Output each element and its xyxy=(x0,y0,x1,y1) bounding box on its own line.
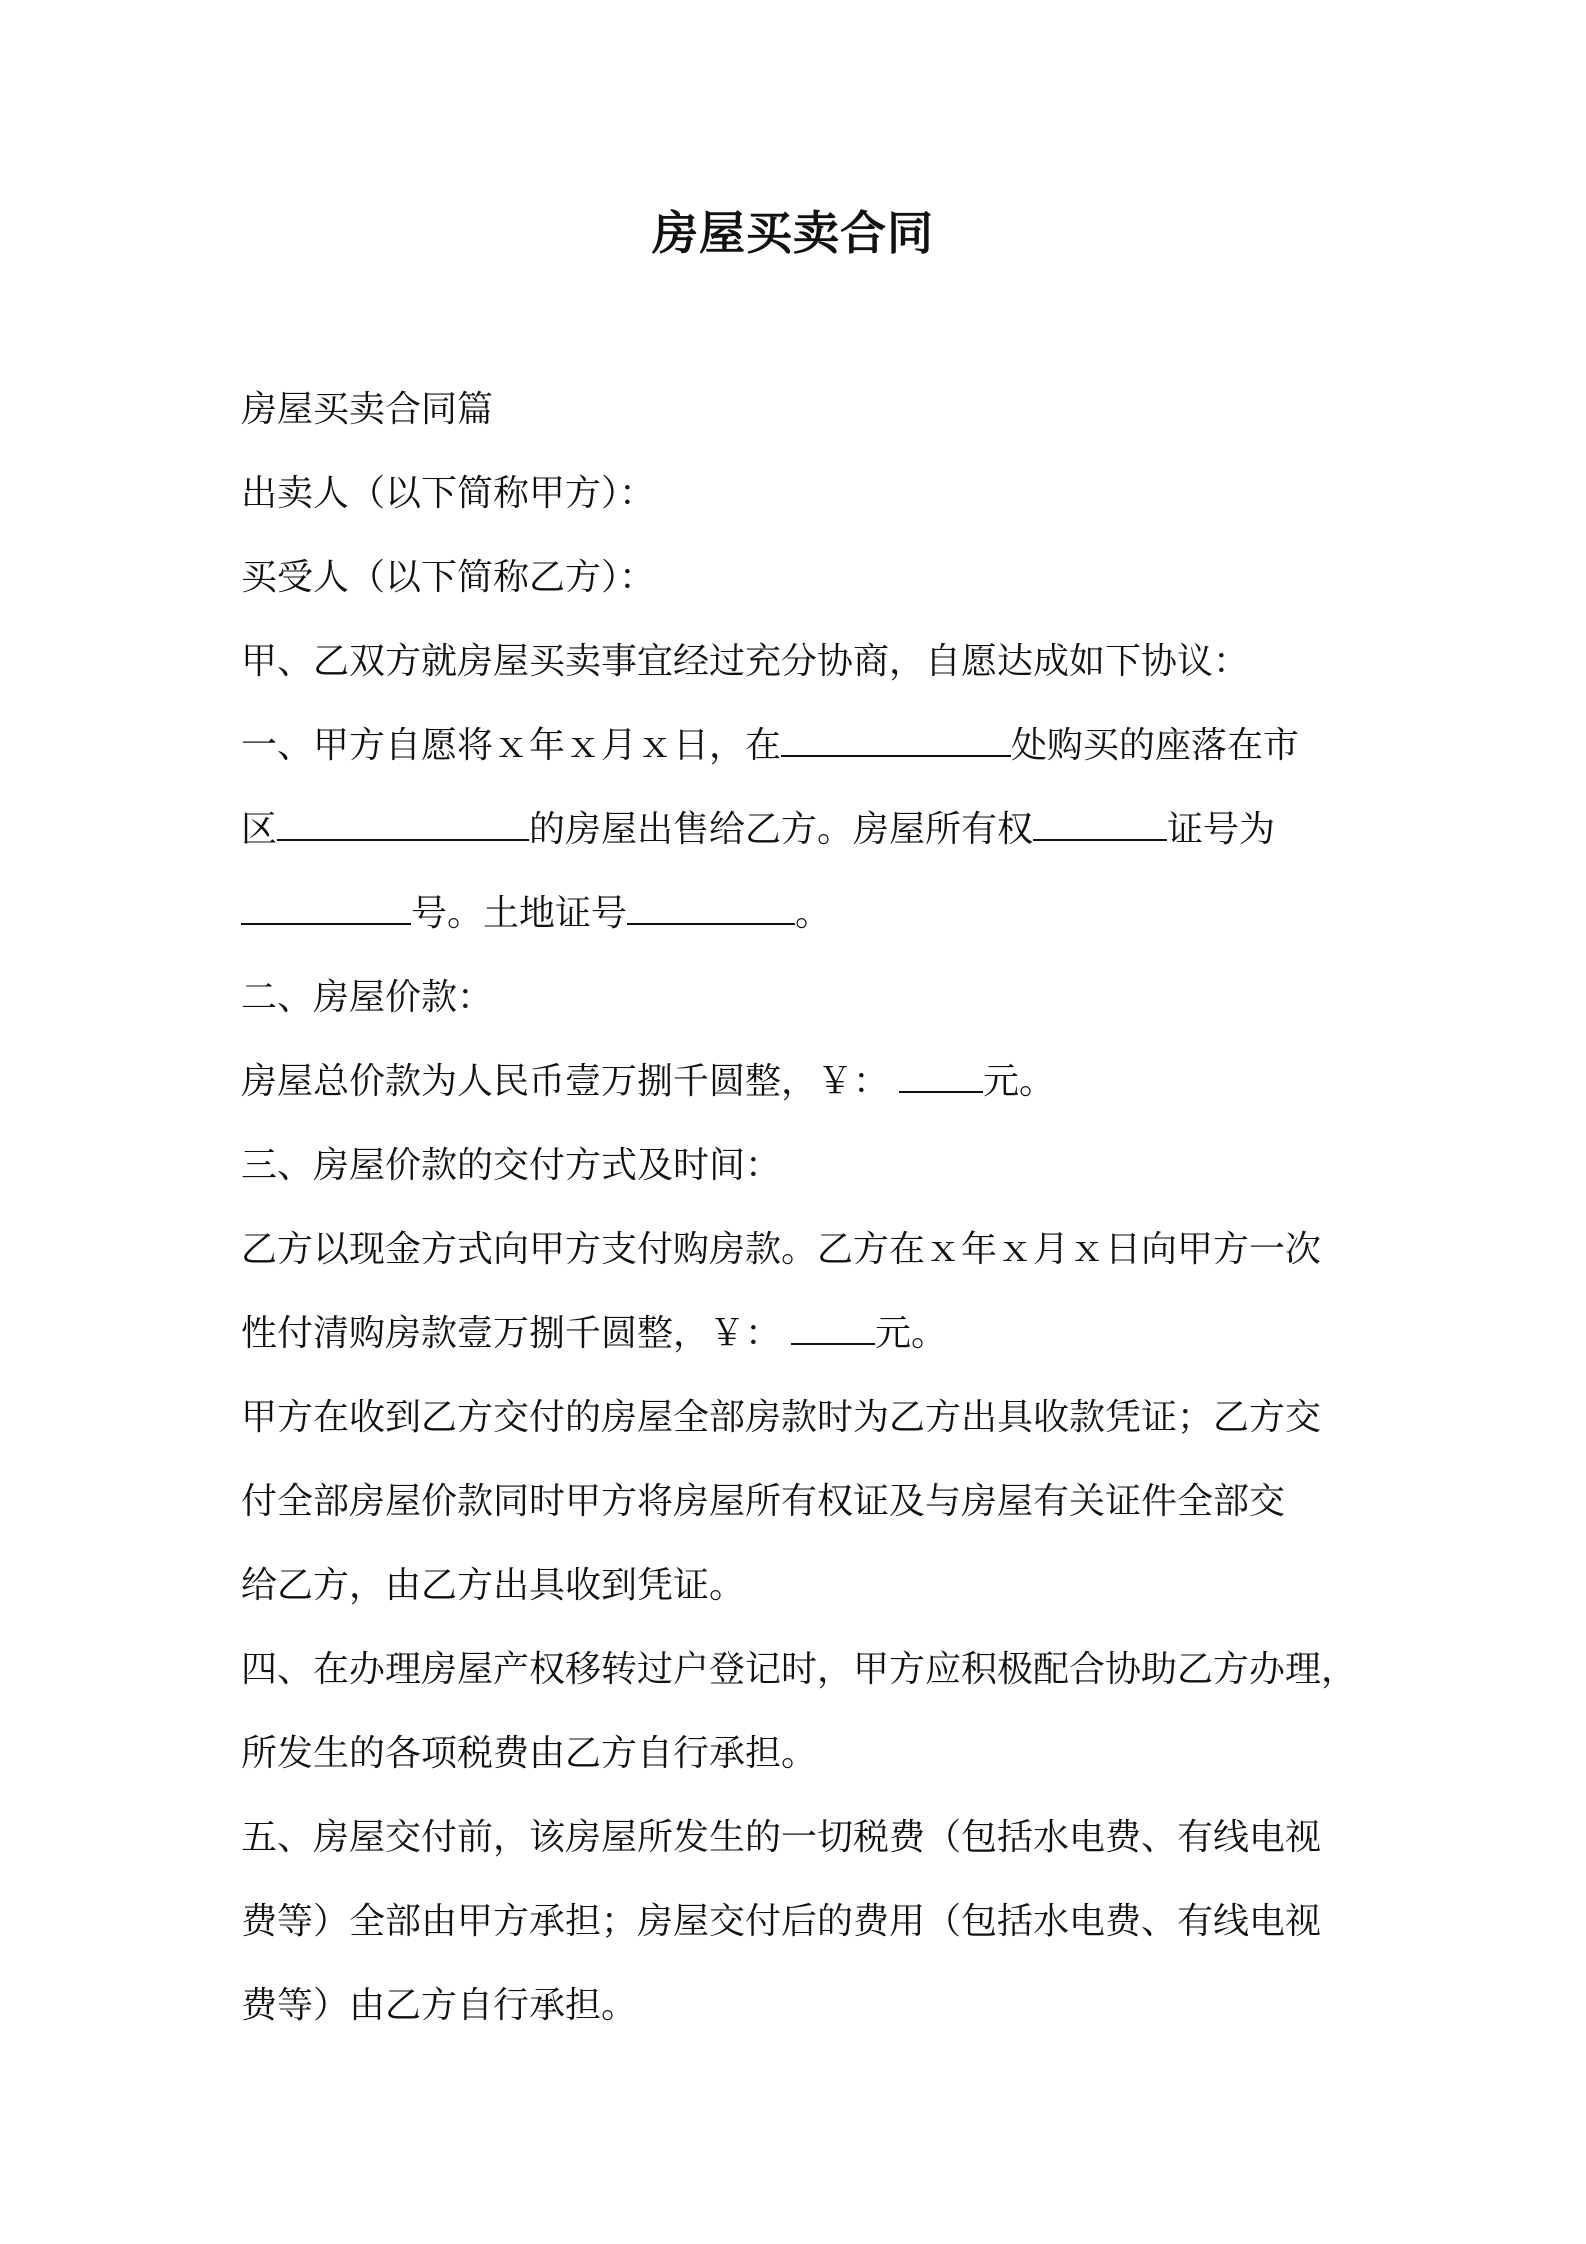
text-run: 性付清购房款壹万捌千圆整，￥： xyxy=(241,1313,782,1354)
clause-2-price xyxy=(241,1040,1366,1124)
clause-5-line-1: 五、房屋交付前，该房屋所发生的一切税费（包括水电费、有线电视 xyxy=(241,1817,1322,1858)
blank-land-certificate xyxy=(627,889,795,925)
blank-ownership xyxy=(1033,805,1167,841)
text-run: 处购买的座落在市 xyxy=(1011,725,1300,766)
text-run: 号。土地证号 xyxy=(411,893,628,934)
document-body xyxy=(241,368,1366,2048)
clause-3-line-1: 乙方以现金方式向甲方支付购房款。乙方在ｘ年ｘ月ｘ日向甲方一次 xyxy=(241,1229,1322,1270)
text-run: 的房屋出售给乙方。房屋所有权 xyxy=(529,809,1034,850)
clause-4-line-1: 四、在办理房屋产权移转过户登记时，甲方应积极配合协助乙方办理， xyxy=(241,1649,1358,1690)
clause-3-line-4: 付全部房屋价款同时甲方将房屋所有权证及与房屋有关证件全部交 xyxy=(241,1481,1286,1522)
document-title: 房屋买卖合同 xyxy=(652,206,934,260)
clause-1-line-1 xyxy=(241,704,1366,788)
seller-line: 出卖人（以下简称甲方）： xyxy=(241,473,656,514)
section-heading: 房屋买卖合同篇 xyxy=(241,389,494,430)
text-run: 房屋总价款为人民币壹万捌千圆整，￥： xyxy=(241,1061,890,1102)
clause-1-line-3 xyxy=(241,872,1366,956)
text-run: 元。 xyxy=(875,1313,948,1354)
blank-payment-amount xyxy=(791,1309,875,1345)
blank-certificate-number xyxy=(241,889,411,925)
agreement-intro: 甲、乙双方就房屋买卖事宜经过充分协商，自愿达成如下协议： xyxy=(241,641,1250,682)
text-run: 元。 xyxy=(983,1061,1056,1102)
text-run: 区 xyxy=(241,809,278,850)
clause-3-line-5: 给乙方，由乙方出具收到凭证。 xyxy=(241,1565,746,1606)
clause-2-heading: 二、房屋价款： xyxy=(241,977,494,1018)
text-run: 。 xyxy=(795,893,832,934)
text-run: 一、甲方自愿将ｘ年ｘ月ｘ日，在 xyxy=(241,725,782,766)
clause-3-heading: 三、房屋价款的交付方式及时间： xyxy=(241,1145,782,1186)
clause-5-line-2: 费等）全部由甲方承担；房屋交付后的费用（包括水电费、有线电视 xyxy=(241,1901,1322,1942)
blank-price-amount xyxy=(899,1057,983,1093)
clause-4-line-2: 所发生的各项税费由乙方自行承担。 xyxy=(241,1733,818,1774)
blank-district xyxy=(277,805,529,841)
clause-3-line-3: 甲方在收到乙方交付的房屋全部房款时为乙方出具收款凭证；乙方交 xyxy=(241,1397,1322,1438)
clause-3-line-2 xyxy=(241,1292,1366,1376)
blank-purchase-location xyxy=(781,721,1011,757)
text-run: 证号为 xyxy=(1167,809,1276,850)
clause-1-line-2 xyxy=(241,788,1366,872)
clause-5-line-3: 费等）由乙方自行承担。 xyxy=(241,1985,638,2026)
buyer-line: 买受人（以下简称乙方）： xyxy=(241,557,656,598)
